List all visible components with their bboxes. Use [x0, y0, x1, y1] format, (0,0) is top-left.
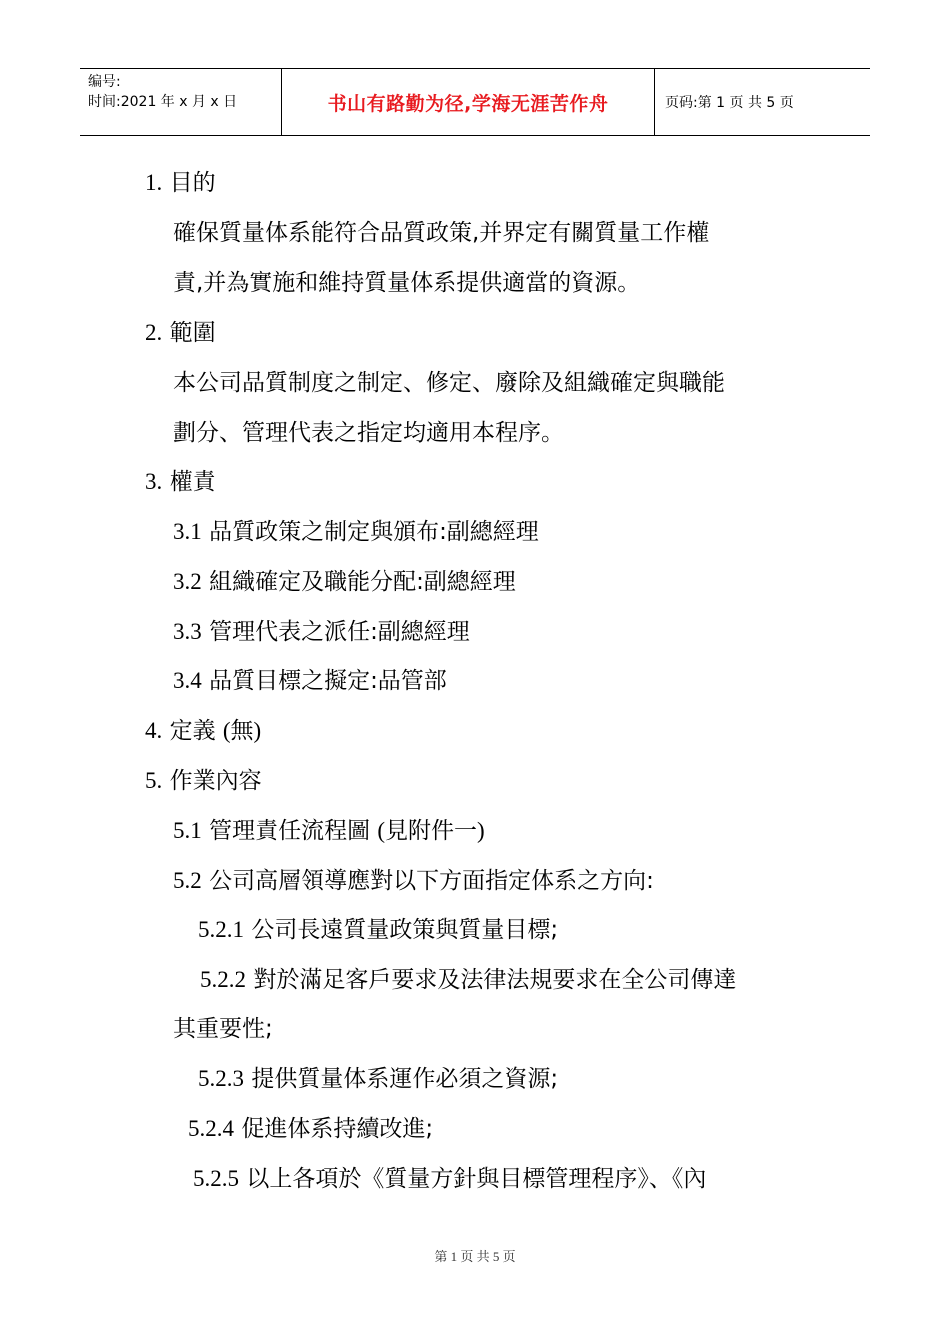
- item-text: 管理責任流程圖: [209, 818, 371, 844]
- section-3-heading: [145, 467, 216, 497]
- item-number: 3.1: [173, 519, 202, 544]
- item-number: 3.4: [173, 668, 202, 693]
- section-2-heading: [145, 318, 216, 348]
- item-number: 5.2.3: [198, 1066, 244, 1091]
- section-5-heading: [145, 766, 262, 796]
- section-5-2-5-item: [193, 1164, 706, 1194]
- section-3-2-item: [173, 567, 516, 597]
- section-1-title: 目的: [169, 170, 216, 196]
- section-5-2-1-item: [198, 915, 558, 945]
- section-4-heading: [145, 716, 261, 746]
- document-date-label: 时间:2021 年 x 月 x 日: [88, 94, 238, 110]
- section-2-body-line-1: 本公司品質制度之制定、修定、廢除及組織確定與職能: [173, 370, 725, 396]
- item-number: 5.2.2: [200, 967, 246, 992]
- item-number: 3.2: [173, 569, 202, 594]
- item-text: 以上各項於《質量方針與目標管理程序》、《內: [246, 1166, 707, 1192]
- item-text: 管理代表之派任:副總經理: [209, 619, 470, 645]
- section-3-3-item: [173, 617, 470, 647]
- section-5-1-item: [173, 816, 485, 846]
- section-5-2-item: [173, 866, 654, 896]
- section-5-2-2-item: [200, 965, 736, 995]
- section-5-2-2-continuation: 其重要性;: [173, 1016, 273, 1042]
- item-text: 對於滿足客戶要求及法律法規要求在全公司傳達: [253, 967, 737, 993]
- item-text: 品質政策之制定與頒布:副總經理: [209, 519, 539, 545]
- section-4-number: 4.: [145, 718, 163, 743]
- item-text: 公司高層領導應對以下方面指定体系之方向:: [209, 868, 654, 894]
- section-4-note: (無): [222, 718, 262, 743]
- item-note: (見附件一): [377, 818, 485, 843]
- item-text: 組織確定及職能分配:副總經理: [209, 569, 516, 595]
- section-5-title: 作業內容: [169, 768, 262, 794]
- section-5-2-4-item: [188, 1114, 433, 1144]
- page-header: [80, 68, 870, 136]
- item-number: 3.3: [173, 619, 202, 644]
- section-3-1-item: [173, 517, 539, 547]
- header-info-cell: [80, 69, 282, 135]
- item-text: 公司長遠質量政策與質量目標;: [251, 917, 559, 943]
- section-3-title: 權責: [169, 469, 216, 495]
- section-1-heading: [145, 168, 216, 198]
- section-2-body-line-2: 劃分、管理代表之指定均適用本程序。: [173, 420, 564, 446]
- section-5-number: 5.: [145, 768, 163, 793]
- item-text: 品質目標之擬定:品管部: [209, 668, 447, 694]
- page-footer: 第 1 页 共 5 页: [434, 1249, 516, 1264]
- item-text: 提供質量体系運作必須之資源;: [251, 1066, 559, 1092]
- section-3-4-item: [173, 666, 447, 696]
- item-number: 5.2: [173, 868, 202, 893]
- section-2-number: 2.: [145, 320, 163, 345]
- item-number: 5.2.5: [193, 1166, 239, 1191]
- item-number: 5.1: [173, 818, 202, 843]
- item-text: 促進体系持續改進;: [241, 1116, 434, 1142]
- section-4-title: 定義: [169, 718, 216, 744]
- item-number: 5.2.1: [198, 917, 244, 942]
- section-1-number: 1.: [145, 170, 163, 195]
- item-number: 5.2.4: [188, 1116, 234, 1141]
- section-5-2-3-item: [198, 1064, 558, 1094]
- section-3-number: 3.: [145, 469, 163, 494]
- document-number-label: 编号:: [88, 74, 121, 90]
- section-1-body-line-1: 確保質量体系能符合品質政策,并界定有關質量工作權: [173, 220, 710, 246]
- section-1-body-line-2: 責,并為實施和維持質量体系提供適當的資源。: [173, 270, 641, 296]
- section-2-title: 範圍: [169, 320, 216, 346]
- header-motto: 书山有路勤为径,学海无涯苦作舟: [282, 69, 655, 135]
- header-page-label: 页码:第 1 页 共 5 页: [665, 95, 794, 111]
